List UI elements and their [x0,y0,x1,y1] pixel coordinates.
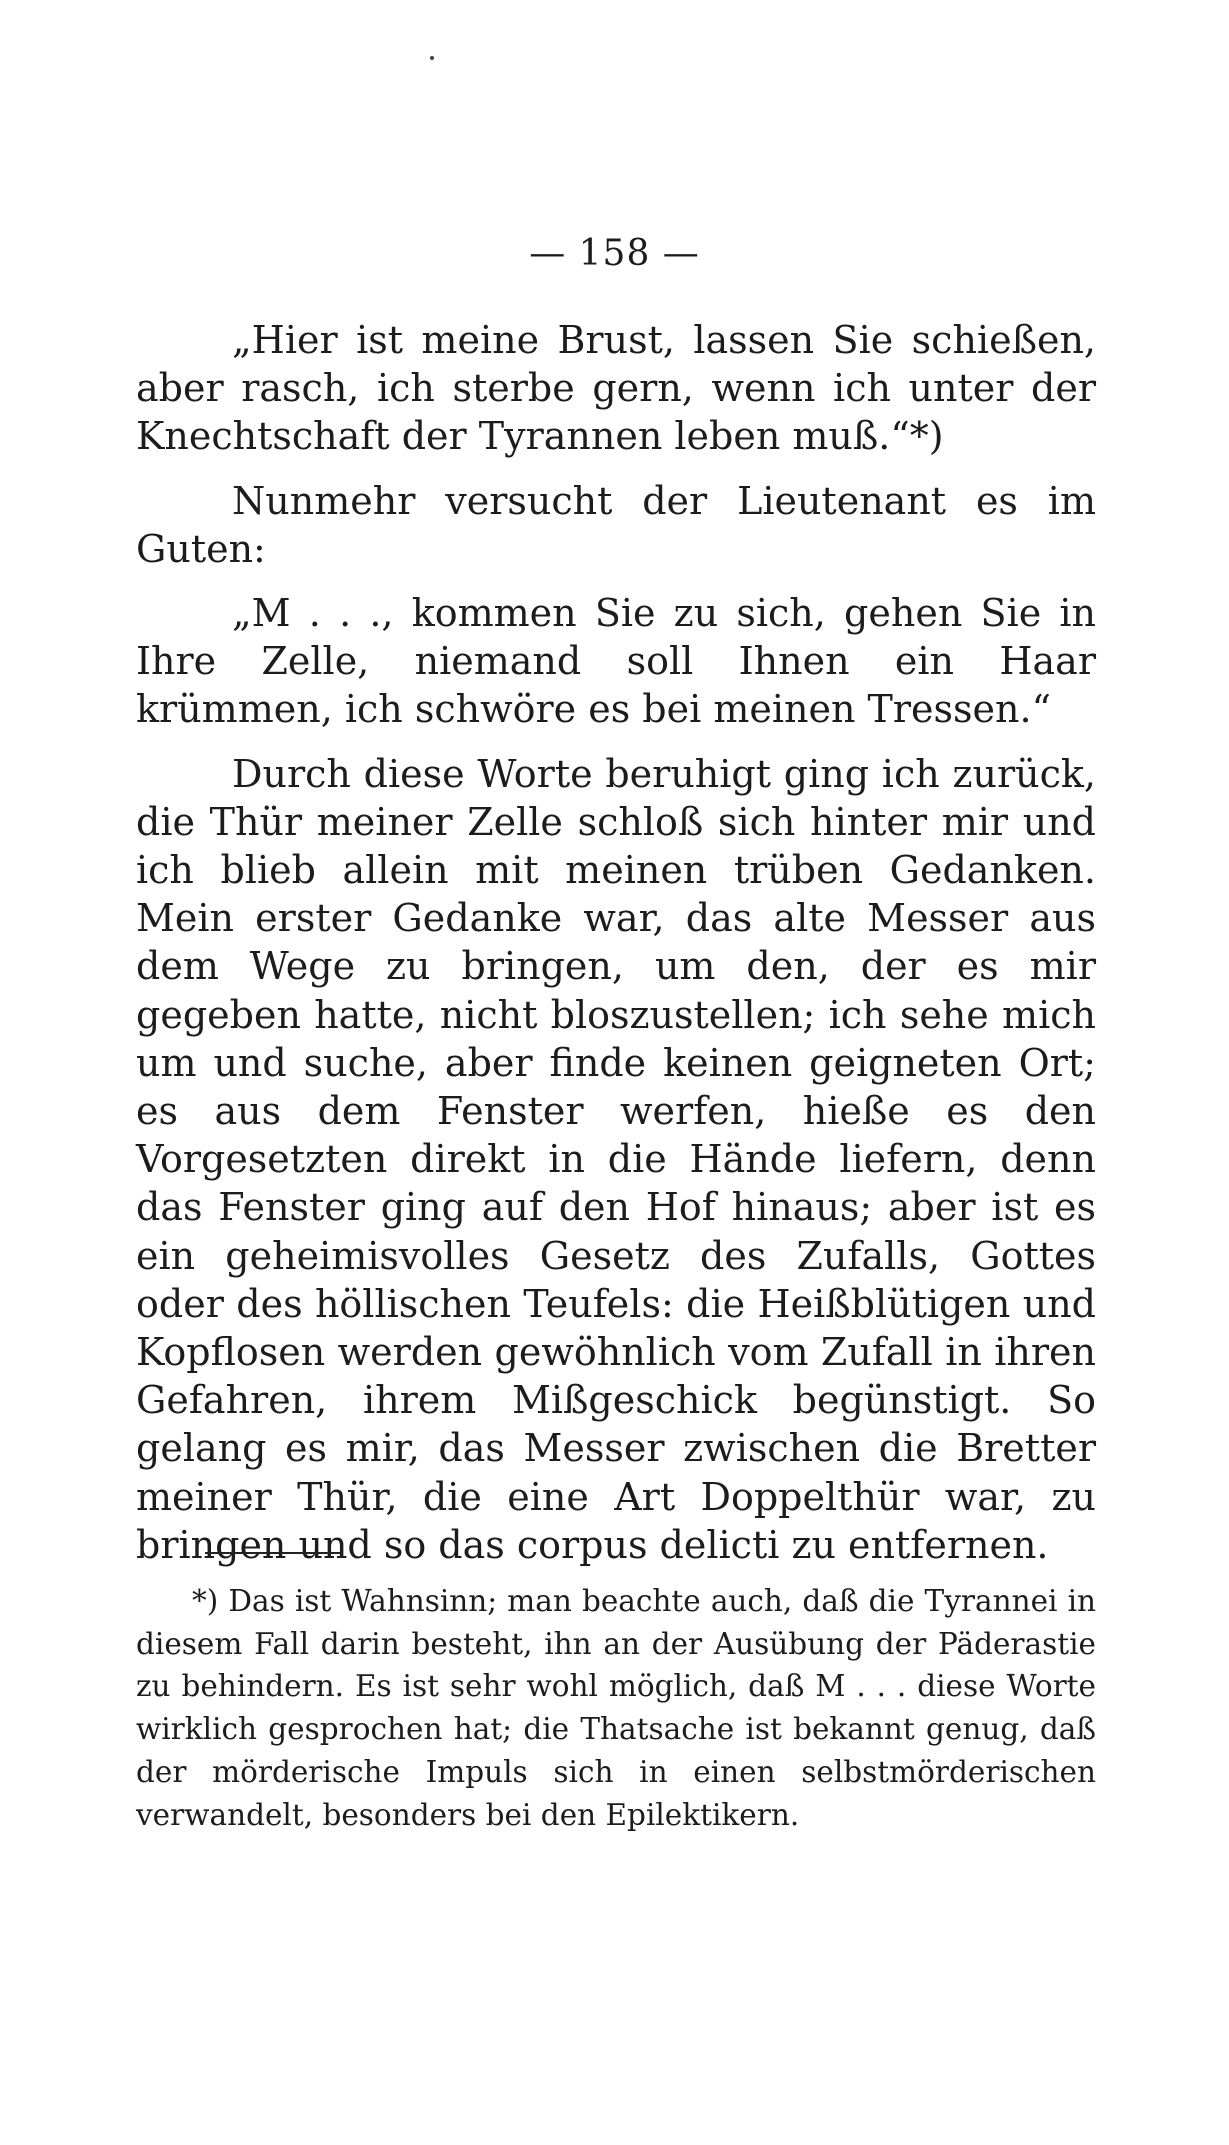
body-text [136,316,1096,1569]
paragraph-quote-zelle: „M . . ., kommen Sie zu sich, gehen Sie in Ihre Zelle, niemand soll Ihnen ein Haar krümmen, ich schwöre es bei meinen Tressen.“ [136,591,1096,732]
footnote-divider [205,1552,343,1554]
footnotes [136,1580,1096,1836]
paper-speck [430,56,434,60]
paragraph-lieutenant: Nunmehr versucht der Lieutenant es im Guten: [136,478,1096,571]
footnote-text: *) Das ist Wahnsinn; man beachte auch, daß die Tyrannei in diesem Fall darin besteht, ihn an der Ausübung der Päderastie zu behindern. Es ist sehr wohl möglich, daß M . . . diese Worte wirklich gesprochen hat; die Thatsache ist bekannt genug, daß der mörderische Impuls sich in einen selbstmörderischen verwandelt, besonders bei den Epilektikern. [136,1584,1096,1832]
paragraph-narrative: Durch diese Worte beruhigt ging ich zurück, die Thür meiner Zelle schloß sich hinter mir und ich blieb allein mit meinen trüben Gedanken. Mein erster Gedanke war, das alte Messer aus dem Wege zu bringen, um den, der es mir gegeben hatte, nicht bloszustellen; ich sehe mich um und suche, aber finde keinen geigneten Ort; es aus dem Fenster werfen, hieße es den Vorgesetzten direkt in die Hände liefern, denn das Fenster ging auf den Hof hinaus; aber ist es ein geheimisvolles Gesetz des Zufalls, Gottes oder des höllischen Teufels: die Heißblütigen und Kopflosen werden gewöhnlich vom Zufall in ihren Gefahren, ihrem Mißgeschick begünstigt. So gelang es mir, das Messer zwischen die Bretter meiner Thür, die eine Art Doppelthür war, zu bringen und so das corpus delicti zu entfernen. [136,751,1096,1567]
page-number: — 158 — [529,233,700,274]
paragraph-quote-brust: „Hier ist meine Brust, lassen Sie schießen, aber rasch, ich sterbe gern, wenn ich unter der Knechtschaft der Tyrannen leben muß.“*) [136,318,1096,459]
